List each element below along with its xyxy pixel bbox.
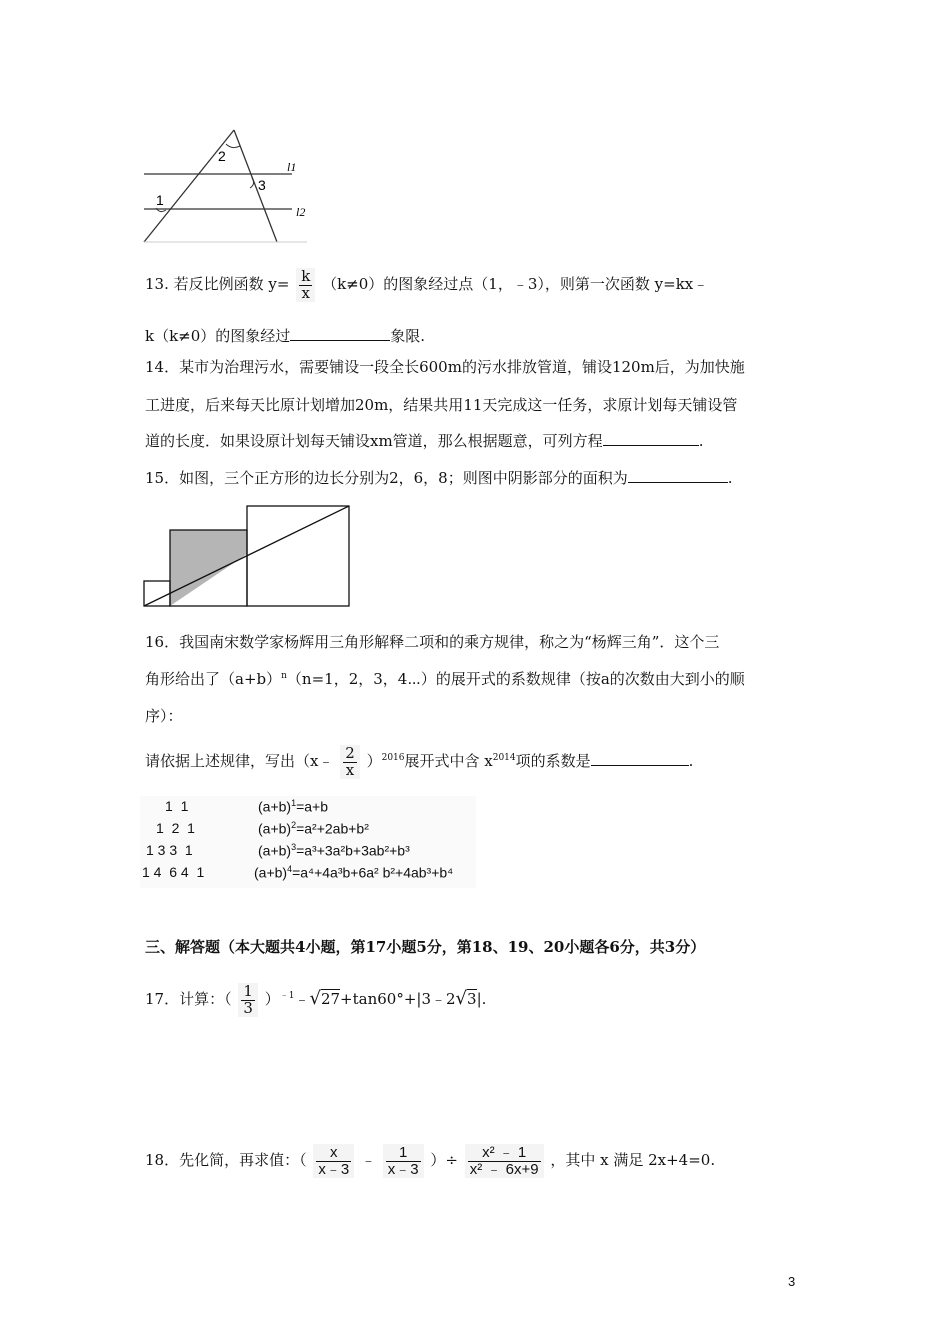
q13-prefix: 13. 若反比例函数 y=	[145, 275, 290, 293]
pascal-formula-2	[258, 820, 369, 837]
l2-label: l2	[296, 205, 306, 219]
formula-1-base: (a+b)	[258, 798, 292, 815]
q18-f2-num: 1	[399, 1143, 408, 1161]
q18-suffix: ，其中 x 满足 2x+4=0.	[550, 1151, 716, 1169]
sqrt-symbol-1: √	[309, 988, 321, 1009]
q16-line2a: 角形给出了（a+b）	[145, 670, 282, 688]
pascal-formula-1	[258, 798, 328, 815]
q13-line2: k（k≠0）的图象经过	[145, 327, 291, 345]
question-16-line4	[145, 738, 693, 781]
q17-frac-den: 3	[243, 998, 253, 1017]
q16-line4c: 展开式中含 x	[404, 752, 493, 770]
q17-sqrt-3: 3	[467, 990, 477, 1008]
q17-part4: |.	[476, 990, 487, 1008]
formula-3-base: (a+b)	[258, 842, 292, 859]
q14-line3-text: 道的长度．如果设原计划每天铺设xm管道，那么根据题意，可列方程	[145, 432, 603, 450]
q18-fraction-1	[313, 1144, 354, 1179]
pascal-triangle-figure	[140, 796, 476, 888]
q16-line2-sup: n	[281, 671, 287, 681]
q15-answer-blank[interactable]	[628, 481, 728, 483]
q13-frac-den: x	[299, 285, 312, 302]
q18-prefix: 18．先化简，再求值：（	[145, 1151, 307, 1169]
q15-end: .	[727, 469, 733, 487]
formula-2-rhs: =a²+2ab+b²	[296, 820, 369, 837]
q17-sqrt-27: 27	[320, 990, 341, 1008]
q16-frac-den: x	[343, 762, 357, 779]
small-square	[144, 581, 170, 606]
three-squares-figure	[142, 504, 354, 610]
q16-sup-2014: 2014	[492, 753, 516, 763]
q14-answer-blank[interactable]	[603, 444, 699, 446]
q18-f3-den: x² ﹣ 6x+9	[469, 1160, 539, 1178]
angle-1-label: 1	[156, 192, 164, 208]
pascal-formula-3	[258, 842, 410, 859]
q18-f1-den: x﹣3	[318, 1160, 350, 1178]
formula-1-rhs: =a+b	[296, 798, 329, 815]
q17-part1: ）	[264, 990, 280, 1008]
pascal-row-1: 1 1	[165, 798, 189, 814]
question-17	[145, 975, 486, 1020]
q18-minus: ﹣	[361, 1151, 377, 1169]
question-13-line1	[145, 265, 708, 303]
question-14-line1: 14．某市为治理污水，需要铺设一段全长600m的污水排放管道，铺设120m后，为加快施	[145, 358, 745, 376]
q14-end: .	[698, 432, 704, 450]
question-16-line3: 序）：	[145, 707, 183, 725]
q16-line4a: 请依据上述规律，写出（x﹣	[145, 752, 334, 770]
q17-frac-num: 1	[243, 981, 253, 1000]
formula-3-rhs: =a³+3a²b+3ab²+b³	[296, 842, 410, 859]
q13-suffix: 象限.	[390, 327, 426, 345]
q18-fraction-2	[383, 1144, 424, 1179]
question-18	[145, 1125, 715, 1195]
q18-f3-num: x² ﹣ 1	[482, 1143, 527, 1161]
q13-fraction	[296, 268, 315, 303]
q16-answer-blank[interactable]	[591, 764, 689, 766]
q17-prefix: 17．计算：（	[145, 990, 232, 1008]
formula-4-base: (a+b)	[254, 864, 288, 881]
q16-line4d: 项的系数是	[515, 752, 591, 770]
page-number: 3	[788, 1274, 796, 1289]
parallel-lines-figure	[142, 126, 312, 246]
q16-frac-num: 2	[345, 743, 355, 762]
q16-line4b: ）	[366, 752, 382, 770]
triangle-right-side	[234, 130, 277, 242]
sqrt-symbol-2: √	[455, 988, 468, 1009]
question-16-line2	[145, 668, 745, 689]
q18-fraction-3	[465, 1144, 544, 1179]
q17-fraction	[238, 983, 258, 1018]
q16-line2b: （n=1，2，3，4⋯）的展开式的系数规律（按a的次数由大到小的顺	[286, 670, 745, 688]
question-13-line2	[145, 325, 425, 346]
triangle-left-side	[144, 130, 234, 242]
formula-3-exp: 3	[291, 842, 297, 852]
q17-part3: +tan60°+|3﹣2	[340, 990, 456, 1008]
pascal-row-2: 1 2 1	[156, 820, 195, 836]
q13-answer-blank[interactable]	[290, 339, 390, 341]
formula-1-exp: 1	[291, 798, 297, 808]
q15-text: 15．如图，三个正方形的边长分别为2，6，8；则图中阴影部分的面积为	[145, 469, 628, 487]
formula-2-base: (a+b)	[258, 820, 292, 837]
shaded-region	[170, 530, 247, 606]
q18-div: ）÷	[430, 1151, 458, 1169]
question-15	[145, 467, 733, 488]
q16-fraction	[340, 745, 360, 780]
q13-frac-num: k	[301, 266, 311, 285]
angle-3-label: 3	[258, 177, 266, 193]
question-16-line1: 16．我国南宋数学家杨辉用三角形解释二项和的乘方规律，称之为“杨辉三角”．这个三	[145, 633, 720, 651]
formula-2-exp: 2	[291, 820, 297, 830]
section-3-title: 三、解答题（本大题共4小题，第17小题5分，第18、19、20小题各6分，共3分）	[145, 938, 706, 956]
pascal-row-3: 1 3 3 1	[146, 842, 193, 858]
q18-f2-den: x﹣3	[387, 1160, 419, 1178]
pascal-row-4: 1 4 6 4 1	[142, 864, 205, 880]
q16-end: .	[688, 752, 694, 770]
large-square	[247, 506, 349, 606]
q17-part2: ﹣	[294, 990, 310, 1008]
formula-4-exp: 4	[287, 864, 293, 874]
angle-2-label: 2	[218, 148, 226, 164]
question-14-line3	[145, 430, 703, 451]
q16-sup-2016: 2016	[381, 753, 405, 763]
q18-f1-num: x	[330, 1143, 338, 1161]
q13-mid: （k≠0）的图象经过点（1，﹣3），则第一次函数 y=kx﹣	[322, 275, 709, 293]
l1-label: l1	[287, 160, 297, 174]
q17-sup: ﹣1	[279, 991, 295, 1001]
formula-4-rhs: =a⁴+4a³b+6a² b²+4ab³+b⁴	[292, 864, 454, 881]
pascal-formula-4	[254, 864, 453, 881]
question-14-line2: 工进度，后来每天比原计划增加20m，结果共用11天完成这一任务，求原计划每天铺设管	[145, 396, 738, 414]
